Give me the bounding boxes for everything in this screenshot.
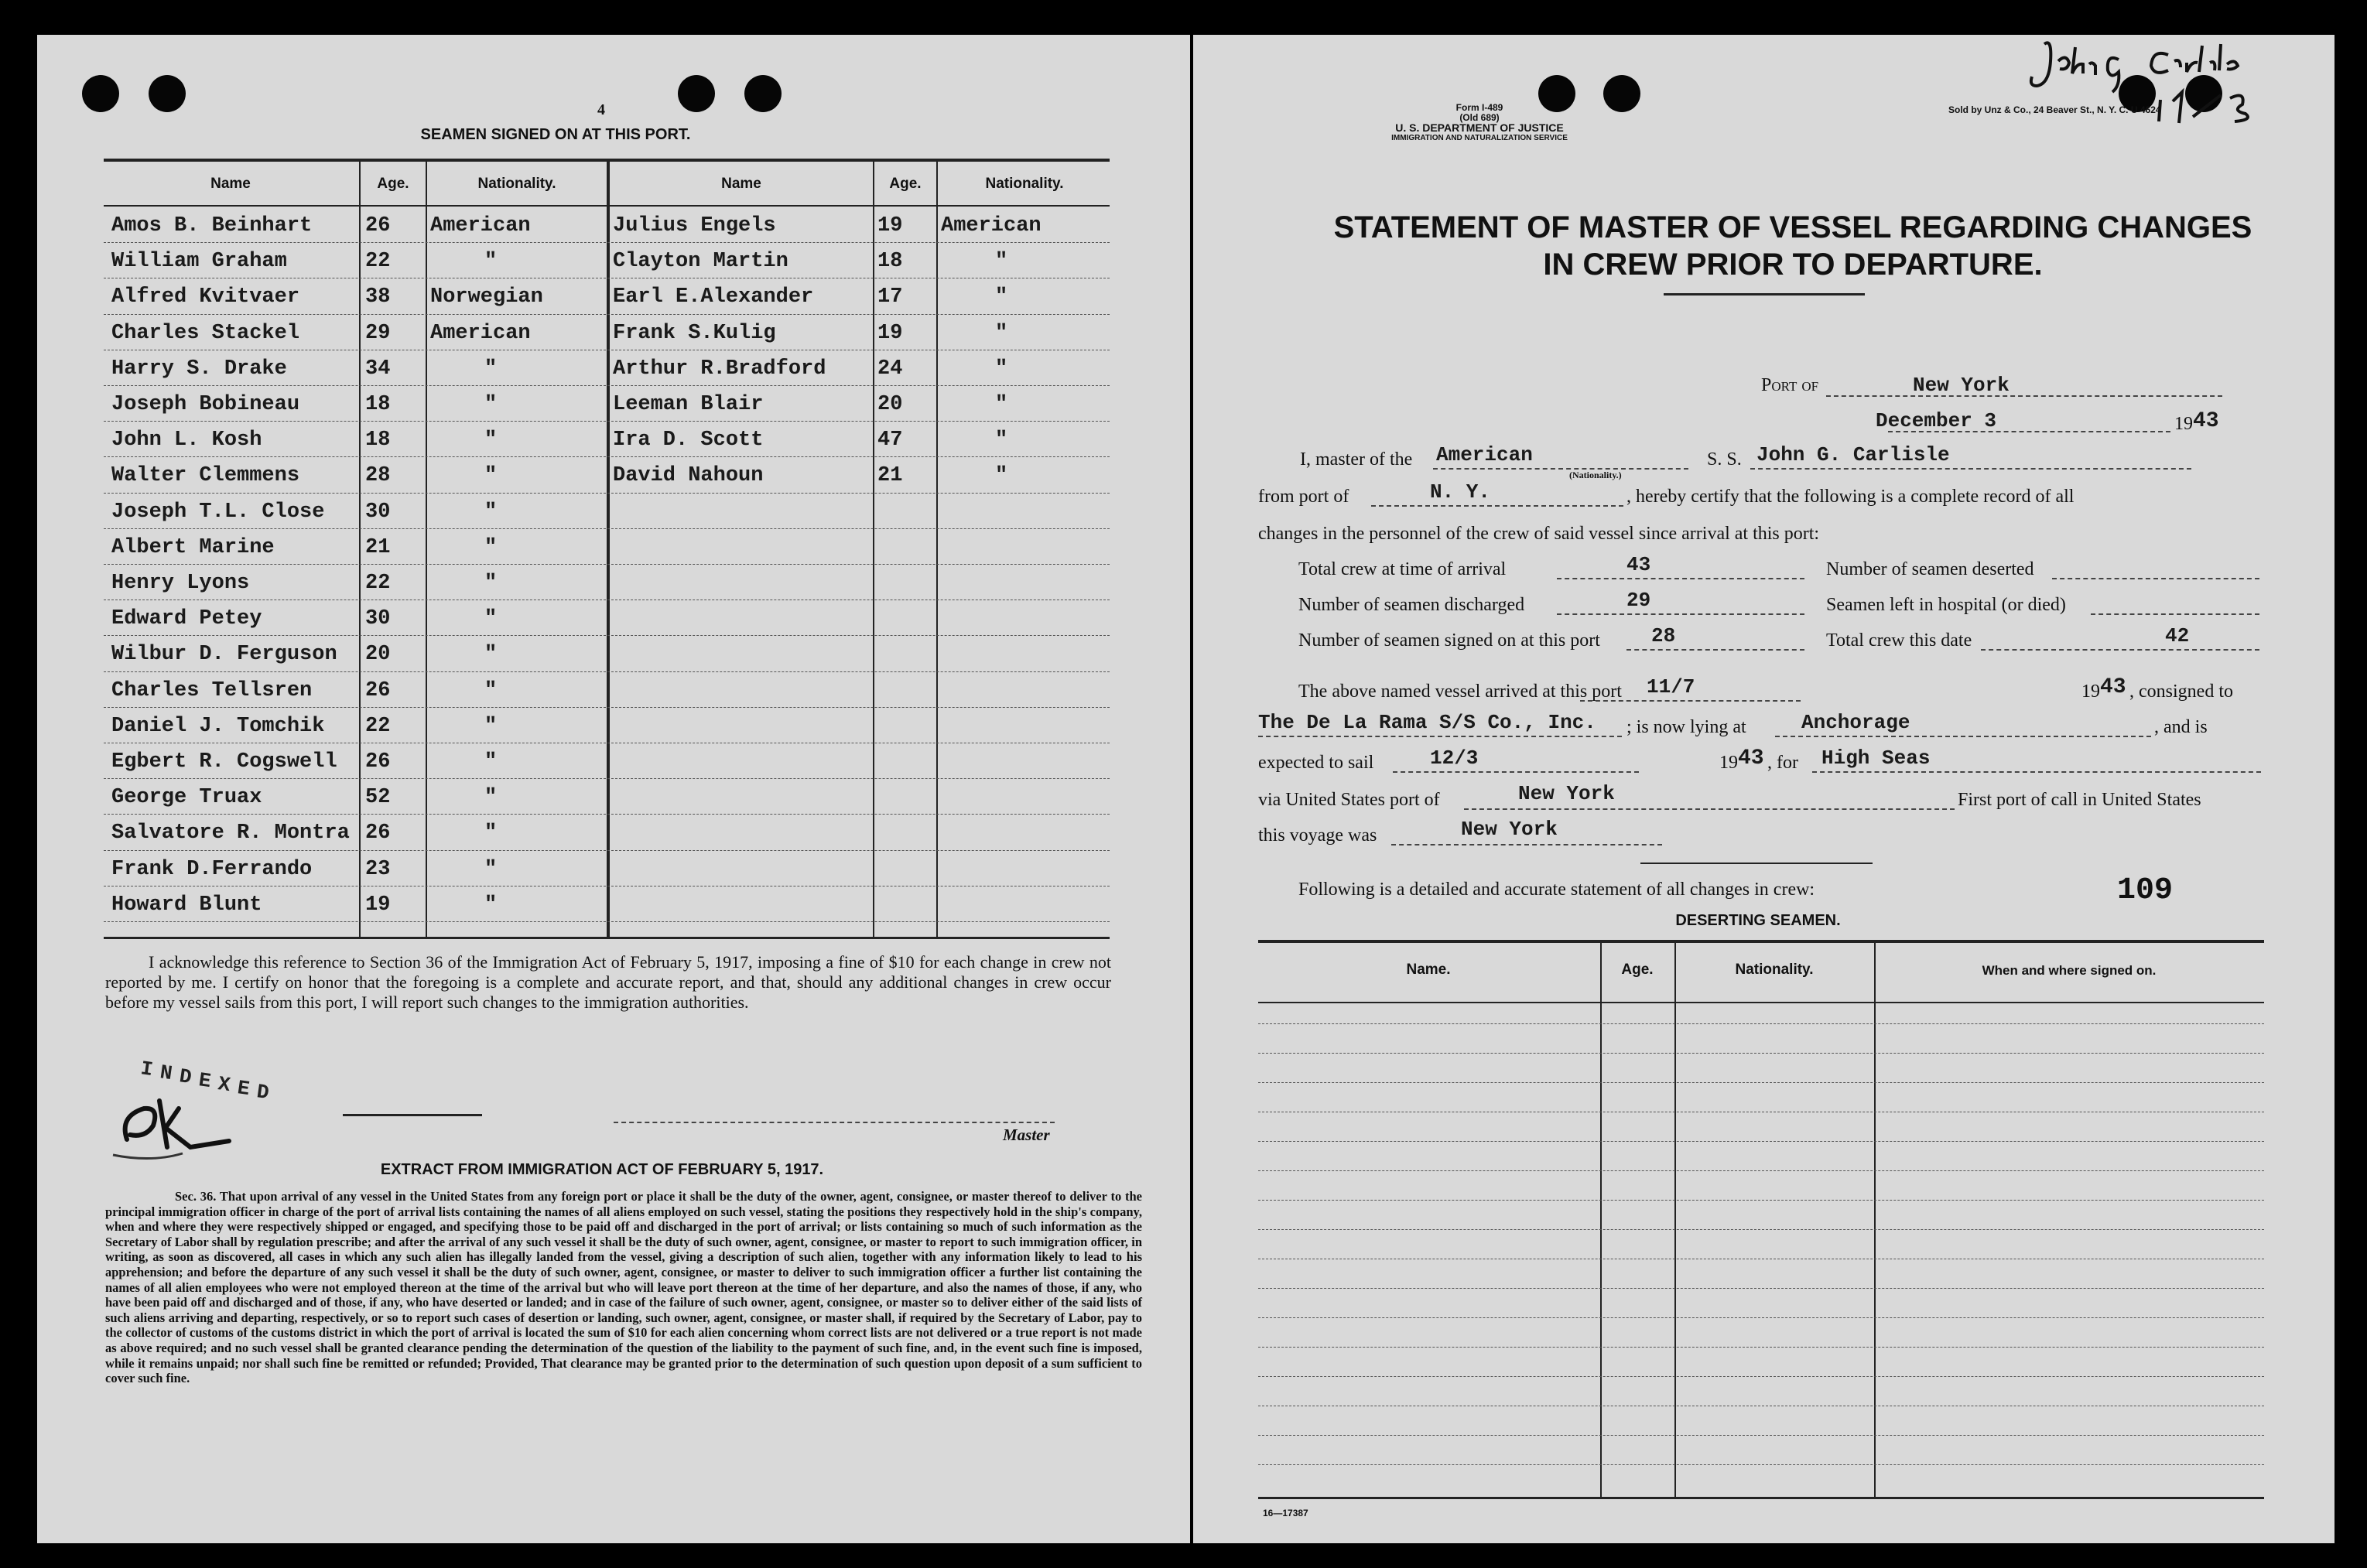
seaman-nationality: " bbox=[484, 678, 498, 702]
row-dotted-rule bbox=[104, 564, 1110, 565]
deserting-header-nationality: Nationality. bbox=[1735, 962, 1814, 978]
seaman-nationality: " bbox=[995, 285, 1008, 309]
header-age: Age. bbox=[889, 176, 922, 192]
form-header bbox=[1363, 103, 1596, 143]
row-dotted-rule bbox=[104, 493, 1110, 494]
fill-line bbox=[1826, 395, 2222, 397]
row-dotted-rule bbox=[104, 778, 1110, 779]
seaman-name: Alfred Kvitvaer bbox=[111, 285, 300, 309]
header-nationality: Nationality. bbox=[477, 176, 556, 192]
deserting-row-rule bbox=[1258, 1347, 2264, 1348]
seaman-age: 52 bbox=[365, 786, 391, 810]
seaman-nationality: " bbox=[484, 786, 498, 810]
total-date-value: 42 bbox=[2165, 624, 2190, 647]
deserting-row-rule bbox=[1258, 1464, 2264, 1465]
title-underline bbox=[1664, 293, 1865, 295]
handwritten-signature-graphic bbox=[2021, 30, 2331, 127]
arrived-label: The above named vessel arrived at this port bbox=[1298, 682, 1622, 702]
voyage-label: this voyage was bbox=[1258, 825, 1377, 845]
row-dotted-rule bbox=[104, 456, 1110, 457]
discharged-value: 29 bbox=[1626, 589, 1651, 612]
left-page bbox=[37, 35, 1190, 1543]
arrived-value: 11/7 bbox=[1647, 675, 1695, 699]
fill-line bbox=[1393, 771, 1639, 773]
seaman-name: George Truax bbox=[111, 786, 262, 810]
indexed-stamp bbox=[105, 1054, 275, 1170]
punch-hole bbox=[82, 75, 119, 112]
fill-line bbox=[1750, 468, 2191, 470]
form-title-line-2: IN CREW PRIOR TO DEPARTURE. bbox=[1543, 248, 2043, 282]
deserting-row-rule bbox=[1258, 1082, 2264, 1083]
row-dotted-rule bbox=[104, 421, 1110, 422]
seaman-name: Arthur R.Bradford bbox=[613, 357, 826, 381]
seaman-nationality: " bbox=[484, 429, 498, 453]
seaman-age: 20 bbox=[877, 393, 903, 416]
seaman-nationality: Norwegian bbox=[430, 285, 543, 309]
svg-text:I: I bbox=[139, 1057, 155, 1082]
seaman-name: John L. Kosh bbox=[111, 429, 262, 453]
row-dotted-rule bbox=[104, 635, 1110, 636]
port-label: Port of bbox=[1761, 375, 1819, 395]
seaman-name: Howard Blunt bbox=[111, 893, 262, 917]
column-rule bbox=[1874, 941, 1876, 1497]
expected-value: 12/3 bbox=[1430, 746, 1479, 770]
seaman-nationality: " bbox=[484, 464, 498, 488]
seaman-age: 30 bbox=[365, 607, 391, 631]
header-age: Age. bbox=[377, 176, 409, 192]
seaman-nationality: " bbox=[484, 357, 498, 381]
right-page bbox=[1193, 35, 2335, 1543]
consigned-label: , consigned to bbox=[2129, 682, 2233, 702]
seaman-age: 23 bbox=[365, 857, 391, 881]
svg-text:D: D bbox=[255, 1080, 271, 1105]
seaman-age: 22 bbox=[365, 714, 391, 738]
fill-line bbox=[2091, 613, 2259, 615]
from-port-value: N. Y. bbox=[1430, 480, 1491, 504]
seaman-name: William Graham bbox=[111, 250, 287, 274]
seaman-age: 18 bbox=[365, 429, 391, 453]
year-prefix: 19 bbox=[2174, 414, 2193, 434]
discharged-label: Number of seamen discharged bbox=[1298, 595, 1525, 615]
department: U. S. DEPARTMENT OF JUSTICE bbox=[1395, 121, 1564, 134]
seaman-nationality: " bbox=[484, 535, 498, 559]
deserting-row-rule bbox=[1258, 1200, 2264, 1201]
seaman-age: 24 bbox=[877, 357, 903, 381]
seaman-nationality: " bbox=[484, 643, 498, 667]
for-value: High Seas bbox=[1821, 746, 1931, 770]
fill-line bbox=[1981, 649, 2259, 651]
seaman-nationality: " bbox=[995, 250, 1008, 274]
seaman-name: Henry Lyons bbox=[111, 572, 250, 595]
indexed-stamp-graphic bbox=[105, 1054, 275, 1170]
seaman-name: Clayton Martin bbox=[613, 250, 788, 274]
deserting-row-rule bbox=[1258, 1053, 2264, 1054]
seaman-age: 22 bbox=[365, 250, 391, 274]
fill-line bbox=[1812, 771, 2261, 773]
seaman-age: 22 bbox=[365, 572, 391, 595]
punch-hole bbox=[1603, 75, 1640, 112]
seaman-age: 47 bbox=[877, 429, 903, 453]
total-arrival-label: Total crew at time of arrival bbox=[1298, 559, 1507, 579]
year-value: 43 bbox=[2193, 409, 2219, 433]
seaman-name: Wilbur D. Ferguson bbox=[111, 643, 337, 667]
deserting-header-age: Age. bbox=[1621, 962, 1654, 978]
fill-line bbox=[2052, 578, 2259, 579]
row-dotted-rule bbox=[104, 707, 1110, 708]
row-dotted-rule bbox=[104, 814, 1110, 815]
seaman-name: Frank S.Kulig bbox=[613, 321, 776, 345]
publisher: Sold by Unz & Co., 24 Beaver St., N. Y. C. U 4624 bbox=[1948, 104, 2161, 115]
fill-line bbox=[1557, 578, 1804, 579]
seaman-name: Joseph T.L. Close bbox=[111, 500, 325, 524]
via-label: via United States port of bbox=[1258, 790, 1440, 810]
page-stamp-number: 109 bbox=[2117, 873, 2174, 908]
following-text: Following is a detailed and accurate statement of all changes in crew: bbox=[1298, 880, 1815, 900]
arrived-year-prefix: 19 bbox=[2081, 682, 2100, 702]
seaman-nationality: " bbox=[995, 357, 1008, 381]
seaman-nationality: " bbox=[484, 750, 498, 774]
form-title-line-1: STATEMENT OF MASTER OF VESSEL REGARDING CHANGES bbox=[1333, 210, 2252, 244]
row-dotted-rule bbox=[104, 921, 1110, 922]
row-dotted-rule bbox=[104, 671, 1110, 672]
seaman-age: 38 bbox=[365, 285, 391, 309]
first-port-label: First port of call in United States bbox=[1958, 790, 2201, 810]
punch-hole bbox=[149, 75, 186, 112]
seaman-nationality: " bbox=[995, 464, 1008, 488]
expected-label: expected to sail bbox=[1258, 753, 1374, 773]
fill-line bbox=[1371, 505, 1623, 507]
arrived-year-value: 43 bbox=[2100, 675, 2126, 699]
seaman-age: 29 bbox=[365, 321, 391, 345]
header-nationality: Nationality. bbox=[985, 176, 1064, 192]
seaman-name: Charles Tellsren bbox=[111, 678, 313, 702]
seaman-name: Charles Stackel bbox=[111, 321, 300, 345]
sail-year-prefix: 19 bbox=[1719, 753, 1738, 773]
seaman-age: 26 bbox=[365, 822, 391, 845]
deserting-row-rule bbox=[1258, 1141, 2264, 1142]
seaman-age: 26 bbox=[365, 678, 391, 702]
column-rule bbox=[936, 160, 938, 937]
total-date-label: Total crew this date bbox=[1826, 630, 1972, 651]
via-value: New York bbox=[1518, 782, 1615, 805]
form-title bbox=[1255, 209, 2331, 283]
punch-hole bbox=[678, 75, 715, 112]
seaman-nationality: " bbox=[484, 250, 498, 274]
seaman-name: David Nahoun bbox=[613, 464, 764, 488]
deserting-table-bottom bbox=[1258, 1497, 2264, 1499]
seaman-name: Egbert R. Cogswell bbox=[111, 750, 337, 774]
seaman-nationality: " bbox=[484, 714, 498, 738]
signature-line bbox=[343, 1114, 482, 1116]
seaman-name: Edward Petey bbox=[111, 607, 262, 631]
fill-line bbox=[1775, 736, 2151, 737]
total-arrival-value: 43 bbox=[1626, 553, 1651, 576]
nationality-value: American bbox=[1436, 443, 1533, 466]
seaman-name: Amos B. Beinhart bbox=[111, 214, 313, 237]
seaman-name: Daniel J. Tomchik bbox=[111, 714, 325, 738]
seaman-age: 18 bbox=[877, 250, 903, 274]
seaman-age: 19 bbox=[877, 214, 903, 237]
ship-value: John G. Carlisle bbox=[1756, 443, 1950, 466]
deserting-row-rule bbox=[1258, 1023, 2264, 1024]
seaman-age: 20 bbox=[365, 643, 391, 667]
sail-year-value: 43 bbox=[1738, 746, 1764, 770]
deserting-table-header-rule bbox=[1258, 1002, 2264, 1003]
header-name: Name bbox=[210, 176, 251, 192]
fill-line bbox=[1626, 649, 1804, 651]
lying-label: ; is now lying at bbox=[1626, 717, 1746, 737]
form-number: Form I-489 bbox=[1455, 102, 1503, 113]
row-dotted-rule bbox=[104, 528, 1110, 529]
separator-line bbox=[1640, 863, 1873, 864]
seaman-age: 21 bbox=[365, 535, 391, 559]
deserting-row-rule bbox=[1258, 1376, 2264, 1377]
seaman-age: 17 bbox=[877, 285, 903, 309]
deserting-row-rule bbox=[1258, 1317, 2264, 1318]
port-value: New York bbox=[1913, 374, 2010, 397]
seaman-name: Walter Clemmens bbox=[111, 464, 300, 488]
for-label: , for bbox=[1767, 753, 1798, 773]
voyage-value: New York bbox=[1461, 818, 1558, 841]
fill-line bbox=[1391, 844, 1662, 845]
signed-on-label: Number of seamen signed on at this port bbox=[1298, 630, 1600, 651]
seaman-nationality: " bbox=[484, 893, 498, 917]
seaman-nationality: " bbox=[995, 393, 1008, 416]
seaman-name: Salvatore R. Montra bbox=[111, 822, 350, 845]
column-rule bbox=[1674, 941, 1676, 1497]
seaman-nationality: " bbox=[995, 321, 1008, 345]
seaman-nationality: " bbox=[484, 822, 498, 845]
seaman-nationality: American bbox=[941, 214, 1042, 237]
seaman-age: 19 bbox=[365, 893, 391, 917]
deserting-title: DESERTING SEAMEN. bbox=[1675, 912, 1841, 929]
seaman-nationality: American bbox=[430, 214, 531, 237]
extract-title: EXTRACT FROM IMMIGRATION ACT OF FEBRUARY 5, 1917. bbox=[380, 1161, 824, 1178]
seaman-age: 26 bbox=[365, 214, 391, 237]
handwritten-annotation bbox=[2021, 30, 2346, 131]
seaman-nationality: " bbox=[484, 607, 498, 631]
and-is-label: , and is bbox=[2154, 717, 2208, 737]
deserting-row-rule bbox=[1258, 1435, 2264, 1436]
master-signature-line bbox=[614, 1122, 1055, 1123]
deserting-row-rule bbox=[1258, 1288, 2264, 1289]
row-dotted-rule bbox=[104, 314, 1110, 315]
column-rule bbox=[607, 160, 610, 937]
seaman-age: 30 bbox=[365, 500, 391, 524]
svg-text:D: D bbox=[177, 1064, 193, 1090]
seaman-age: 18 bbox=[365, 393, 391, 416]
deserting-header-name: Name. bbox=[1406, 962, 1451, 978]
column-rule bbox=[426, 160, 427, 937]
form-old-number: (Old 689) bbox=[1459, 112, 1500, 123]
date-value: December 3 bbox=[1876, 409, 1997, 432]
fill-line bbox=[1258, 736, 1622, 737]
fill-line bbox=[1464, 808, 1955, 810]
seaman-nationality: " bbox=[995, 429, 1008, 453]
hospital-label: Seamen left in hospital (or died) bbox=[1826, 595, 2066, 615]
deserting-table-top bbox=[1258, 940, 2264, 943]
svg-text:N: N bbox=[158, 1061, 174, 1086]
punch-hole bbox=[744, 75, 782, 112]
nationality-caption: (Nationality.) bbox=[1569, 470, 1622, 480]
seaman-name: Julius Engels bbox=[613, 214, 776, 237]
svg-text:E: E bbox=[235, 1076, 251, 1102]
footer-code: 16—17387 bbox=[1263, 1508, 1308, 1518]
seaman-age: 28 bbox=[365, 464, 391, 488]
seaman-name: Joseph Bobineau bbox=[111, 393, 300, 416]
row-dotted-rule bbox=[104, 850, 1110, 851]
fill-line bbox=[1580, 700, 1801, 702]
fill-line bbox=[1557, 613, 1804, 615]
ss-label: S. S. bbox=[1707, 449, 1742, 470]
seaman-nationality: " bbox=[484, 393, 498, 416]
column-rule bbox=[1600, 941, 1602, 1497]
page-number: 4 bbox=[597, 101, 605, 118]
seaman-name: Earl E.Alexander bbox=[613, 285, 814, 309]
acknowledgement-text: I acknowledge this reference to Section 36 of the Immigration Act of February 5, 1917, imposing a fine of $10 for each change in crew not reported by me. I certify on honor that the foregoing is a complete and accurate report, and that, should any additional changes in crew occur before my vessel sails from this port, I will report such changes to the immigration authorities. bbox=[105, 952, 1111, 1012]
header-name: Name bbox=[721, 176, 761, 192]
seaman-nationality: " bbox=[484, 572, 498, 595]
seaman-age: 26 bbox=[365, 750, 391, 774]
seaman-age: 34 bbox=[365, 357, 391, 381]
seaman-age: 19 bbox=[877, 321, 903, 345]
section-title: SEAMEN SIGNED ON AT THIS PORT. bbox=[420, 126, 691, 143]
certify-text: , hereby certify that the following is a complete record of all bbox=[1626, 487, 2075, 507]
master-label: Master bbox=[1003, 1126, 1050, 1144]
row-dotted-rule bbox=[104, 385, 1110, 386]
seaman-nationality: American bbox=[430, 321, 531, 345]
seaman-name: Harry S. Drake bbox=[111, 357, 287, 381]
column-rule bbox=[359, 160, 361, 937]
deserted-label: Number of seamen deserted bbox=[1826, 559, 2034, 579]
svg-text:X: X bbox=[216, 1072, 232, 1098]
svg-text:E: E bbox=[197, 1068, 213, 1094]
seaman-name: Ira D. Scott bbox=[613, 429, 764, 453]
from-port-label: from port of bbox=[1258, 487, 1349, 507]
seaman-name: Frank D.Ferrando bbox=[111, 857, 313, 881]
seaman-nationality: " bbox=[484, 857, 498, 881]
table-bottom-rule bbox=[104, 937, 1110, 939]
service: IMMIGRATION AND NATURALIZATION SERVICE bbox=[1391, 134, 1568, 142]
deserting-row-rule bbox=[1258, 1170, 2264, 1171]
seaman-nationality: " bbox=[484, 500, 498, 524]
extract-text: Sec. 36. That upon arrival of any vessel in the United States from any foreign port or place it shall be the duty of the owner, agent, consignee, or master thereof to deliver to the principal immigration officer in charge of the port of arrival lists containing the names of all aliens employed on such vessel, stating the positions they respectively hold in the ship's company, when and where they were respectively shipped or engaged, and specifying those to be paid off and discharged in the port of arrival; or lists containing so much of such information as the Secretary of Labor shall by regulation prescribe; and after the arrival of any such vessel it shall be the duty of such owner, agent, consignee, or master to report to such immigration officer, in writing, as soon as discovered, all cases in which any such alien has illegally landed from the vessel, giving a description of such alien, together with any information likely to lead to his apprehension; and before the departure of any such vessel it shall be the duty of such owner, agent, consignee, or master to deliver to such immigration officer a further list containing the names of all alien employees who were not employed thereon at the time of the arrival but who will leave port thereon at the time of her departure, and also the names of those, if any, who have been paid off and discharged and of those, if any, who have deserted or landed; and in case of the failure of such owner, agent, consignee, or master so to deliver either of the said lists of such aliens arriving and departing, respectively, or so to report such cases of desertion or landing, such owner, agent, consignee, or master shall, if required by the Secretary of Labor, pay to the collector of customs of the customs district in which the port of arrival is located the sum of $10 for each alien concerning whom correct lists are not delivered or a true report is not made as above required; and no such vessel shall be granted clearance pending the determination of the question of the liability to the payment of such fine, and, in the event such fine is imposed, while it remains unpaid; nor shall such fine be remitted or refunded; Provided, That clearance may be granted prior to the determination of such question upon deposit of a sum sufficient to cover such fine. bbox=[105, 1189, 1142, 1386]
seaman-name: Leeman Blair bbox=[613, 393, 764, 416]
seaman-age: 21 bbox=[877, 464, 903, 488]
deserting-header-when-where: When and where signed on. bbox=[1982, 963, 2157, 978]
changes-text: changes in the personnel of the crew of said vessel since arrival at this port: bbox=[1258, 524, 1820, 544]
signed-on-value: 28 bbox=[1651, 624, 1676, 647]
row-dotted-rule bbox=[104, 242, 1110, 243]
lying-value: Anchorage bbox=[1801, 711, 1910, 734]
deserting-row-rule bbox=[1258, 1229, 2264, 1230]
column-rule bbox=[873, 160, 874, 937]
consignee-value: The De La Rama S/S Co., Inc. bbox=[1258, 711, 1596, 734]
master-of-label: I, master of the bbox=[1300, 449, 1413, 470]
fill-line bbox=[1433, 468, 1688, 470]
seaman-name: Albert Marine bbox=[111, 535, 275, 559]
